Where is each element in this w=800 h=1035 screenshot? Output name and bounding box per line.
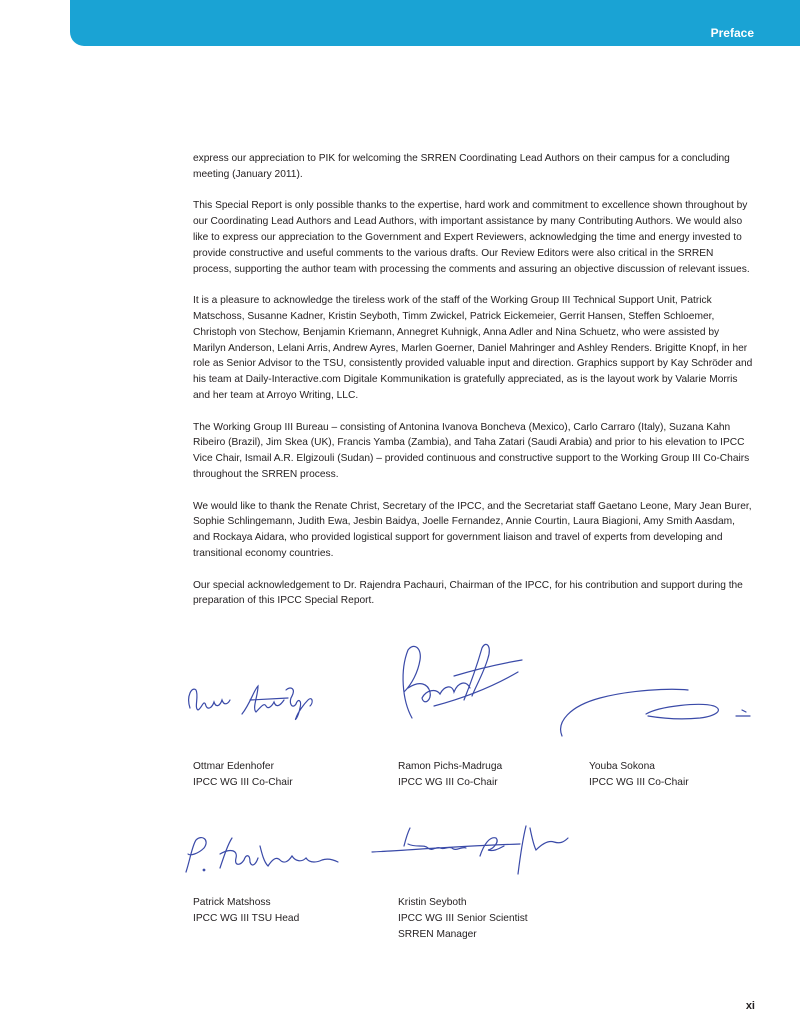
paragraph: It is a pleasure to acknowledge the tireless work of the staff of the Working Group III Technical Support Unit, Patrick Matschoss, Susanne Kadner, Kristin Seyboth, Timm Zwickel, Patrick Eickemeier, Gerrit Hansen, Steffen Schloemer, Christoph von Stechow, Benjamin Kriemann, Annegret Kuhnigk, Anna Adler and Nina Schuetz, who were assisted by Marilyn Anderson, Lelani Arris, Andrew Ayres, Marlen Goerner, Daniel Mahringer and Ashley Renders. Brigitte Knopf, in her role as Senior Advisor to the TSU, consistently provided valuable input and direction. Graphics support by Kay Schröder and his team at Daily-Interactive.com Digitale Kommunikation is gratefully appreciated, as is the layout work by Valarie Morris and her team at Arroyo Writing, LLC. [193,295,753,401]
body-text [193,151,753,625]
paragraph: This Special Report is only possible thanks to the expertise, hard work and commitment to excellence shown throughout by our Coordinating Lead Authors and Lead Authors, with important assistance by many Contributing Authors. We would also like to express our appreciation to the Government and Expert Reviewers, acknowledging the time and energy invested to provide constructive and useful comments to the various drafts. Our Review Editors were also critical in the SRREN process, supporting the author team with processing the comments and assuring an objective discussion of relevant issues. [193,200,750,275]
signature-seyboth [370,822,570,882]
signatory-name: Ramon Pichs-Madruga [398,761,503,772]
paragraph: Our special acknowledgement to Dr. Rajendra Pachauri, Chairman of the IPCC, for his contribution and support during the preparation of this IPCC Special Report. [193,579,743,607]
signatory-pichs-madruga [398,759,502,791]
signatory-title: IPCC WG III Senior Scientist [398,912,528,924]
signatory-name: Kristin Seyboth [398,897,467,908]
header-band [70,0,800,46]
signature-pichs-madruga [394,640,529,725]
section-label: Preface [710,26,754,40]
paragraph: express our appreciation to PIK for welcoming the SRREN Coordinating Lead Authors on their campus for a concluding meeting (January 2011). [193,153,730,180]
signatory-title: IPCC WG III Co-Chair [398,776,498,788]
paragraph: The Working Group III Bureau – consisting of Antonina Ivanova Boncheva (Mexico), Carlo Carraro (Italy), Suzana Kahn Ribeiro (Brazil), Jim Skea (UK), Francis Yamba (Zambia), and Taha Zatari (Saudi Arabia) and prior to his elevation to IPCC Vice Chair, Ismail A.R. Elgizouli (Sudan) – provided continuous and constructive support to the Working Group III Co-Chairs throughout the SRREN process. [193,421,750,480]
signatory-seyboth [398,895,528,942]
signatory-sokona [589,759,689,791]
signatory-name: Ottmar Edenhofer [193,761,274,772]
signature-edenhofer [180,678,330,728]
signatory-title: SRREN Manager [398,928,477,940]
signatory-matschoss [193,895,299,927]
signatory-title: IPCC WG III Co-Chair [589,776,689,788]
signatory-name: Patrick Matshoss [193,897,271,908]
page-number: xi [745,1000,755,1012]
signatory-title: IPCC WG III Co-Chair [193,776,293,788]
signatory-name: Youba Sokona [589,761,655,772]
signatory-edenhofer [193,759,293,791]
signatory-title: IPCC WG III TSU Head [193,912,300,924]
paragraph: We would like to thank the Renate Christ, Secretary of the IPCC, and the Secretariat staff Gaetano Leone, Mary Jean Burer, Sophie Schlingemann, Judith Ewa, Jesbin Baidya, Joelle Fernandez, Annie Courtin, Laura Biagioni, Amy Smith Aasdam, and Rockaya Aidara, who provided logistical support for government liaison and travel of experts from developing and transitional economy countries. [193,500,752,559]
signature-sokona [550,680,760,740]
signature-matschoss [180,832,350,878]
